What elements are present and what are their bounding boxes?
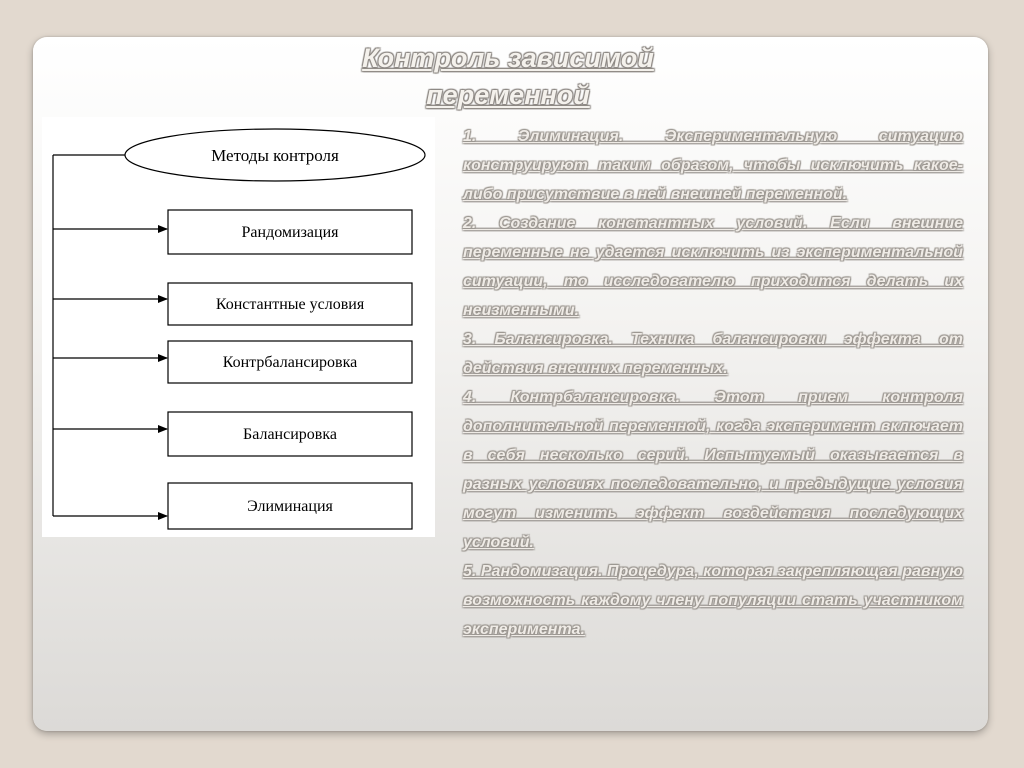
diagram-header-label: Методы контроля (211, 146, 339, 165)
slide-title-line-1: Контроль зависимой (362, 43, 654, 73)
diagram-box-2-label: Константные условия (215, 296, 365, 313)
slide (33, 37, 988, 731)
diagram-box-1-label: Рандомизация (241, 224, 339, 241)
paragraph-counterbalancing: 4. Контрбалансировка. Этот прием контроля дополнительной переменной, когда эксперимент включает в себя несколько серий. Испытуемый оказывается в разных условиях последовательно, и предыдущие условия могут изменить эффект воздействия последующих условий. (463, 389, 963, 551)
diagram-box-5-label: Элиминация (247, 498, 333, 515)
methods-diagram-svg (42, 117, 435, 537)
slide-title-line-2: переменной (426, 80, 590, 110)
paragraph-balancing: 3. Балансировка. Техника балансировки эффекта от действия внешних переменных. (463, 331, 963, 377)
paragraph-elimination: 1. Элиминация. Экспериментальную ситуацию конструируют таким образом, чтобы исключить какое-либо присутствие в ней внешней переменной. (463, 128, 963, 203)
slide-title (333, 40, 683, 114)
diagram-box-4-label: Балансировка (243, 426, 337, 443)
methods-diagram (42, 117, 435, 537)
paragraph-constant-conditions: 2. Создание константных условий. Если внешние переменные не удается исключить из экспериментальной ситуации, то исследователю приходится делать их неизменными. (463, 215, 963, 319)
paragraph-randomization: 5. Рандомизация. Процедура, которая закрепляющая равную возможность каждому члену популяции стать участником эксперимента. (463, 563, 963, 638)
methods-description (463, 122, 963, 644)
diagram-box-3-label: Контрбалансировка (222, 354, 358, 371)
